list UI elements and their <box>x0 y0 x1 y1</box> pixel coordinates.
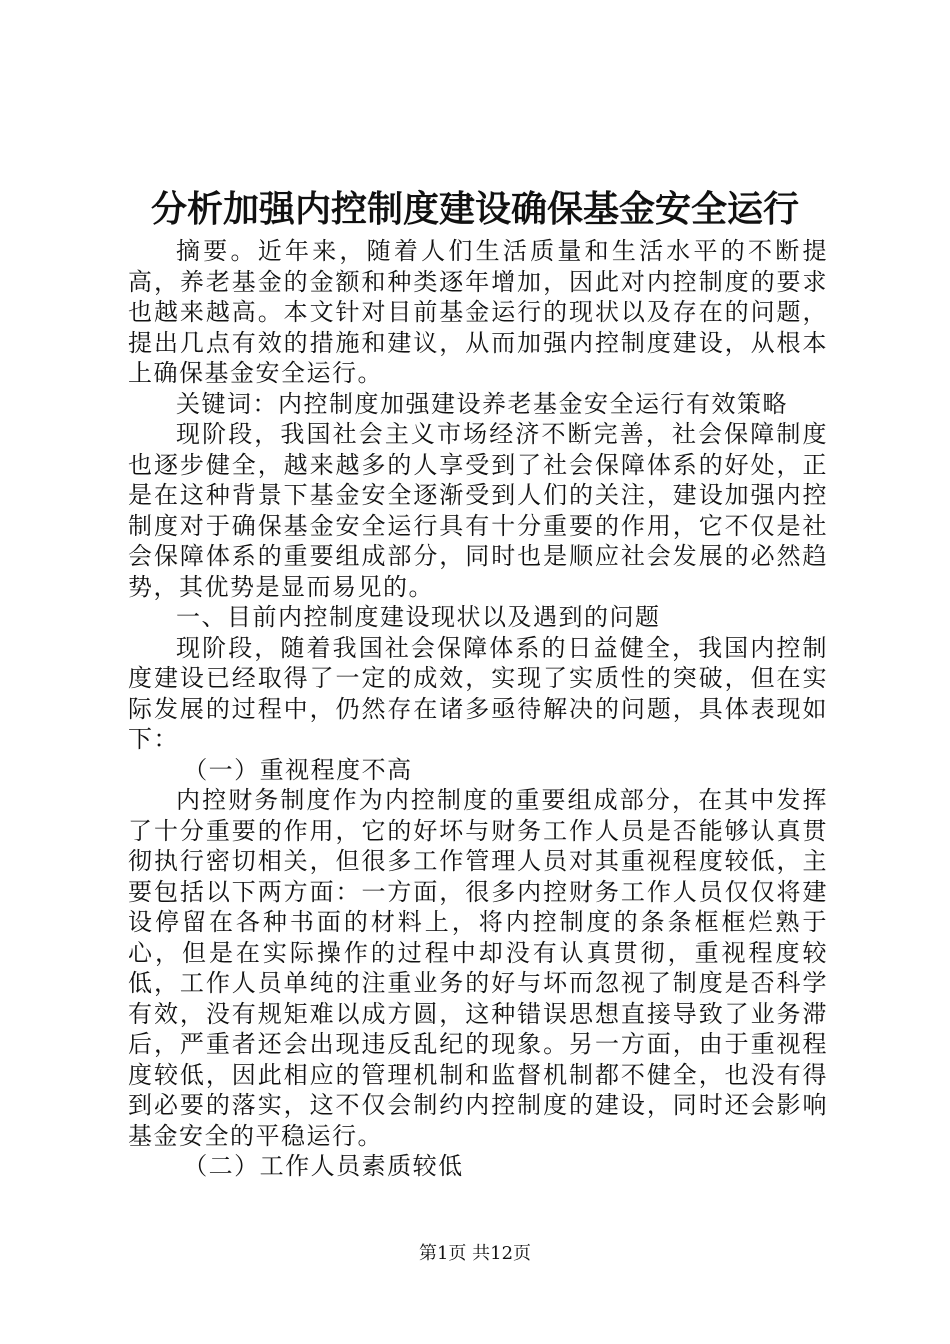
section-heading-1: 一、目前内控制度建设现状以及遇到的问题 <box>176 603 661 631</box>
document-body <box>128 236 828 1182</box>
page-footer: 第1页 共12页 <box>418 1243 532 1264</box>
subsection-1-paragraph: 内控财务制度作为内控制度的重要组成部分，在其中发挥了十分重要的作用，它的好坏与财务工作人员是否能够认真贯彻执行密切相关，但很多工作管理人员对其重视程度较低，主要包括以下两方面：一方面，很多内控财务工作人员仅仅将建设停留在各种书面的材料上，将内控制度的条条框框烂熟于心，但是在实际操作的过程中却没有认真贯彻，重视程度较低，工作人员单纯的注重业务的好与坏而忽视了制度是否科学有效，没有规矩难以成方圆，这种错误思想直接导致了业务滞后，严重者还会出现违反乱纪的现象。另一方面，由于重视程度较低，因此相应的管理机制和监督机制都不健全，也没有得到必要的落实，这不仅会制约内控制度的建设，同时还会影响基金安全的平稳运行。 <box>128 786 828 1150</box>
abstract-paragraph: 摘要。近年来，随着人们生活质量和生活水平的不断提高，养老基金的金额和种类逐年增加，因此对内控制度的要求也越来越高。本文针对目前基金运行的现状以及存在的问题，提出几点有效的措施和建议，从而加强内控制度建设，从根本上确保基金安全运行。 <box>128 237 828 387</box>
intro-paragraph: 现阶段，我国社会主义市场经济不断完善，社会保障制度也逐步健全，越来越多的人享受到了社会保障体系的好处，正是在这种背景下基金安全逐渐受到人们的关注，建设加强内控制度对于确保基金安全运行具有十分重要的作用，它不仅是社会保障体系的重要组成部分，同时也是顺应社会发展的必然趋势，其优势是显而易见的。 <box>128 420 828 601</box>
subsection-heading-2: （二）工作人员素质较低 <box>183 1152 464 1180</box>
document-title: 分析加强内控制度建设确保基金安全运行 <box>150 188 799 230</box>
subsection-heading-1: （一）重视程度不高 <box>183 755 413 784</box>
keywords-paragraph: 关键词：内控制度加强建设养老基金安全运行有效策略 <box>176 389 788 418</box>
section-1-paragraph: 现阶段，随着我国社会保障体系的日益健全，我国内控制度建设已经取得了一定的成效，实现了实质性的突破，但在实际发展的过程中，仍然存在诸多亟待解决的问题，具体表现如下： <box>128 633 828 753</box>
